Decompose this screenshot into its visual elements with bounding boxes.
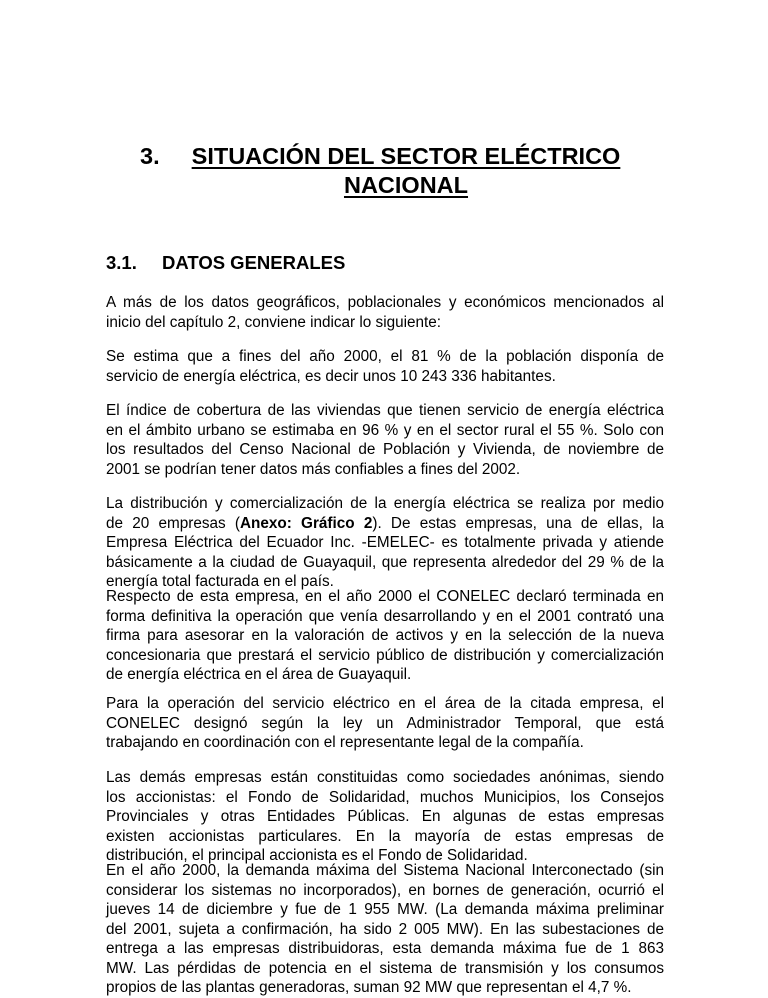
text-line: Se estima que a fines del año 2000, el 81 % de la población disponía de	[106, 348, 664, 365]
paragraph	[106, 293, 664, 332]
text-line: Para la operación del servicio eléctrico en el área de la citada empresa, el	[106, 695, 664, 712]
text-line: propios de las plantas generadoras, suman 92 MW que representan el 4,7 %.	[106, 979, 632, 996]
text-line: existen accionistas particulares. En la mayoría de estas empresas de	[106, 827, 664, 845]
section-number: 3.1.	[106, 252, 137, 273]
text-line: energía total facturada en el país.	[106, 573, 334, 590]
paragraph	[106, 861, 664, 998]
section-heading	[106, 252, 345, 274]
text-line: en el ámbito urbano se estimaba en 96 % y en el sector rural el 55 %. Solo con	[106, 421, 664, 439]
text-segment: de 20 empresas (	[106, 514, 240, 532]
chapter-title-line2-row	[186, 171, 626, 200]
text-line: La distribución y comercialización de la energía eléctrica se realiza por medio	[106, 495, 664, 512]
text-line: Respecto de esta empresa, en el año 2000 el CONELEC declaró terminada en	[106, 588, 664, 605]
text-line: El índice de cobertura de las viviendas que tienen servicio de energía eléctrica	[106, 402, 664, 419]
text-line: los accionistas: el Fondo de Solidaridad, muchos Municipios, los Consejos	[106, 788, 664, 806]
text-segment: ). De estas empresas, una de ellas, la	[372, 514, 664, 532]
paragraph	[106, 694, 664, 753]
text-line: de energía eléctrica en el área de Guayaquil.	[106, 666, 412, 683]
paragraph	[106, 347, 664, 386]
paragraph	[106, 401, 664, 479]
text-line: entrega a las empresas distribuidoras, esta demanda máxima fue de 1 863	[106, 940, 664, 957]
text-line	[106, 514, 664, 534]
text-line: Las demás empresas están constituidas como sociedades anónimas, siendo	[106, 769, 664, 786]
paragraph	[106, 587, 664, 685]
chapter-number: 3.	[140, 143, 160, 169]
chapter-title-line1: SITUACIÓN DEL SECTOR ELÉCTRICO	[191, 143, 621, 169]
text-line: servicio de energía eléctrica, es decir unos 10 243 336 habitantes.	[106, 367, 556, 385]
chapter-title-lines	[186, 142, 626, 200]
annex-reference: Anexo: Gráfico 2	[239, 514, 373, 532]
text-line: Empresa Eléctrica del Ecuador Inc. -EMELEC- es totalmente privada y atiende	[106, 534, 664, 551]
text-line: trabajando en coordinación con el representante legal de la compañía.	[106, 734, 584, 751]
chapter-title-line1-row	[186, 142, 626, 171]
text-line: distribución, el principal accionista es el Fondo de Solidaridad.	[106, 847, 528, 864]
text-line: forma definitiva la operación que venía desarrollando y en el 2001 contrató una	[106, 607, 664, 625]
paragraph	[106, 768, 664, 866]
text-line: jueves 14 de diciembre y fue de 1 955 MW. (La demanda máxima preliminar	[106, 901, 664, 918]
paragraph	[106, 494, 664, 592]
text-line: A más de los datos geográficos, poblacionales y económicos mencionados al	[106, 294, 664, 311]
text-line: del 2001, sujeta a confirmación, ha sido 2 005 MW). En las subestaciones de	[106, 920, 664, 938]
text-line: 2001 se podrían tener datos más confiables a fines del 2002.	[106, 460, 521, 478]
text-line: CONELEC designó según la ley un Administrador Temporal, que está	[106, 714, 664, 732]
chapter-title	[140, 142, 630, 200]
text-line: Provinciales y otras Entidades Públicas. En algunas de estas empresas	[106, 808, 664, 825]
text-line: firma para asesorar en la valoración de activos y en la selección de la nueva	[106, 627, 664, 644]
text-line: inicio del capítulo 2, conviene indicar lo siguiente:	[106, 313, 442, 331]
text-line: concesionaria que prestará el servicio público de distribución y comercialización	[106, 646, 664, 664]
text-line: MW. Las pérdidas de potencia en el sistema de transmisión y los consumos	[106, 959, 664, 977]
chapter-title-line2: NACIONAL	[343, 172, 469, 198]
text-line: básicamente a la ciudad de Guayaquil, que representa alrededor del 29 % de la	[106, 553, 664, 571]
text-line: considerar los sistemas no incorporados), en bornes de generación, ocurrió el	[106, 881, 664, 899]
text-line: los resultados del Censo Nacional de Población y Vivienda, de noviembre de	[106, 441, 664, 458]
section-title: DATOS GENERALES	[162, 252, 346, 273]
text-line: En el año 2000, la demanda máxima del Sistema Nacional Interconectado (sin	[106, 862, 664, 879]
